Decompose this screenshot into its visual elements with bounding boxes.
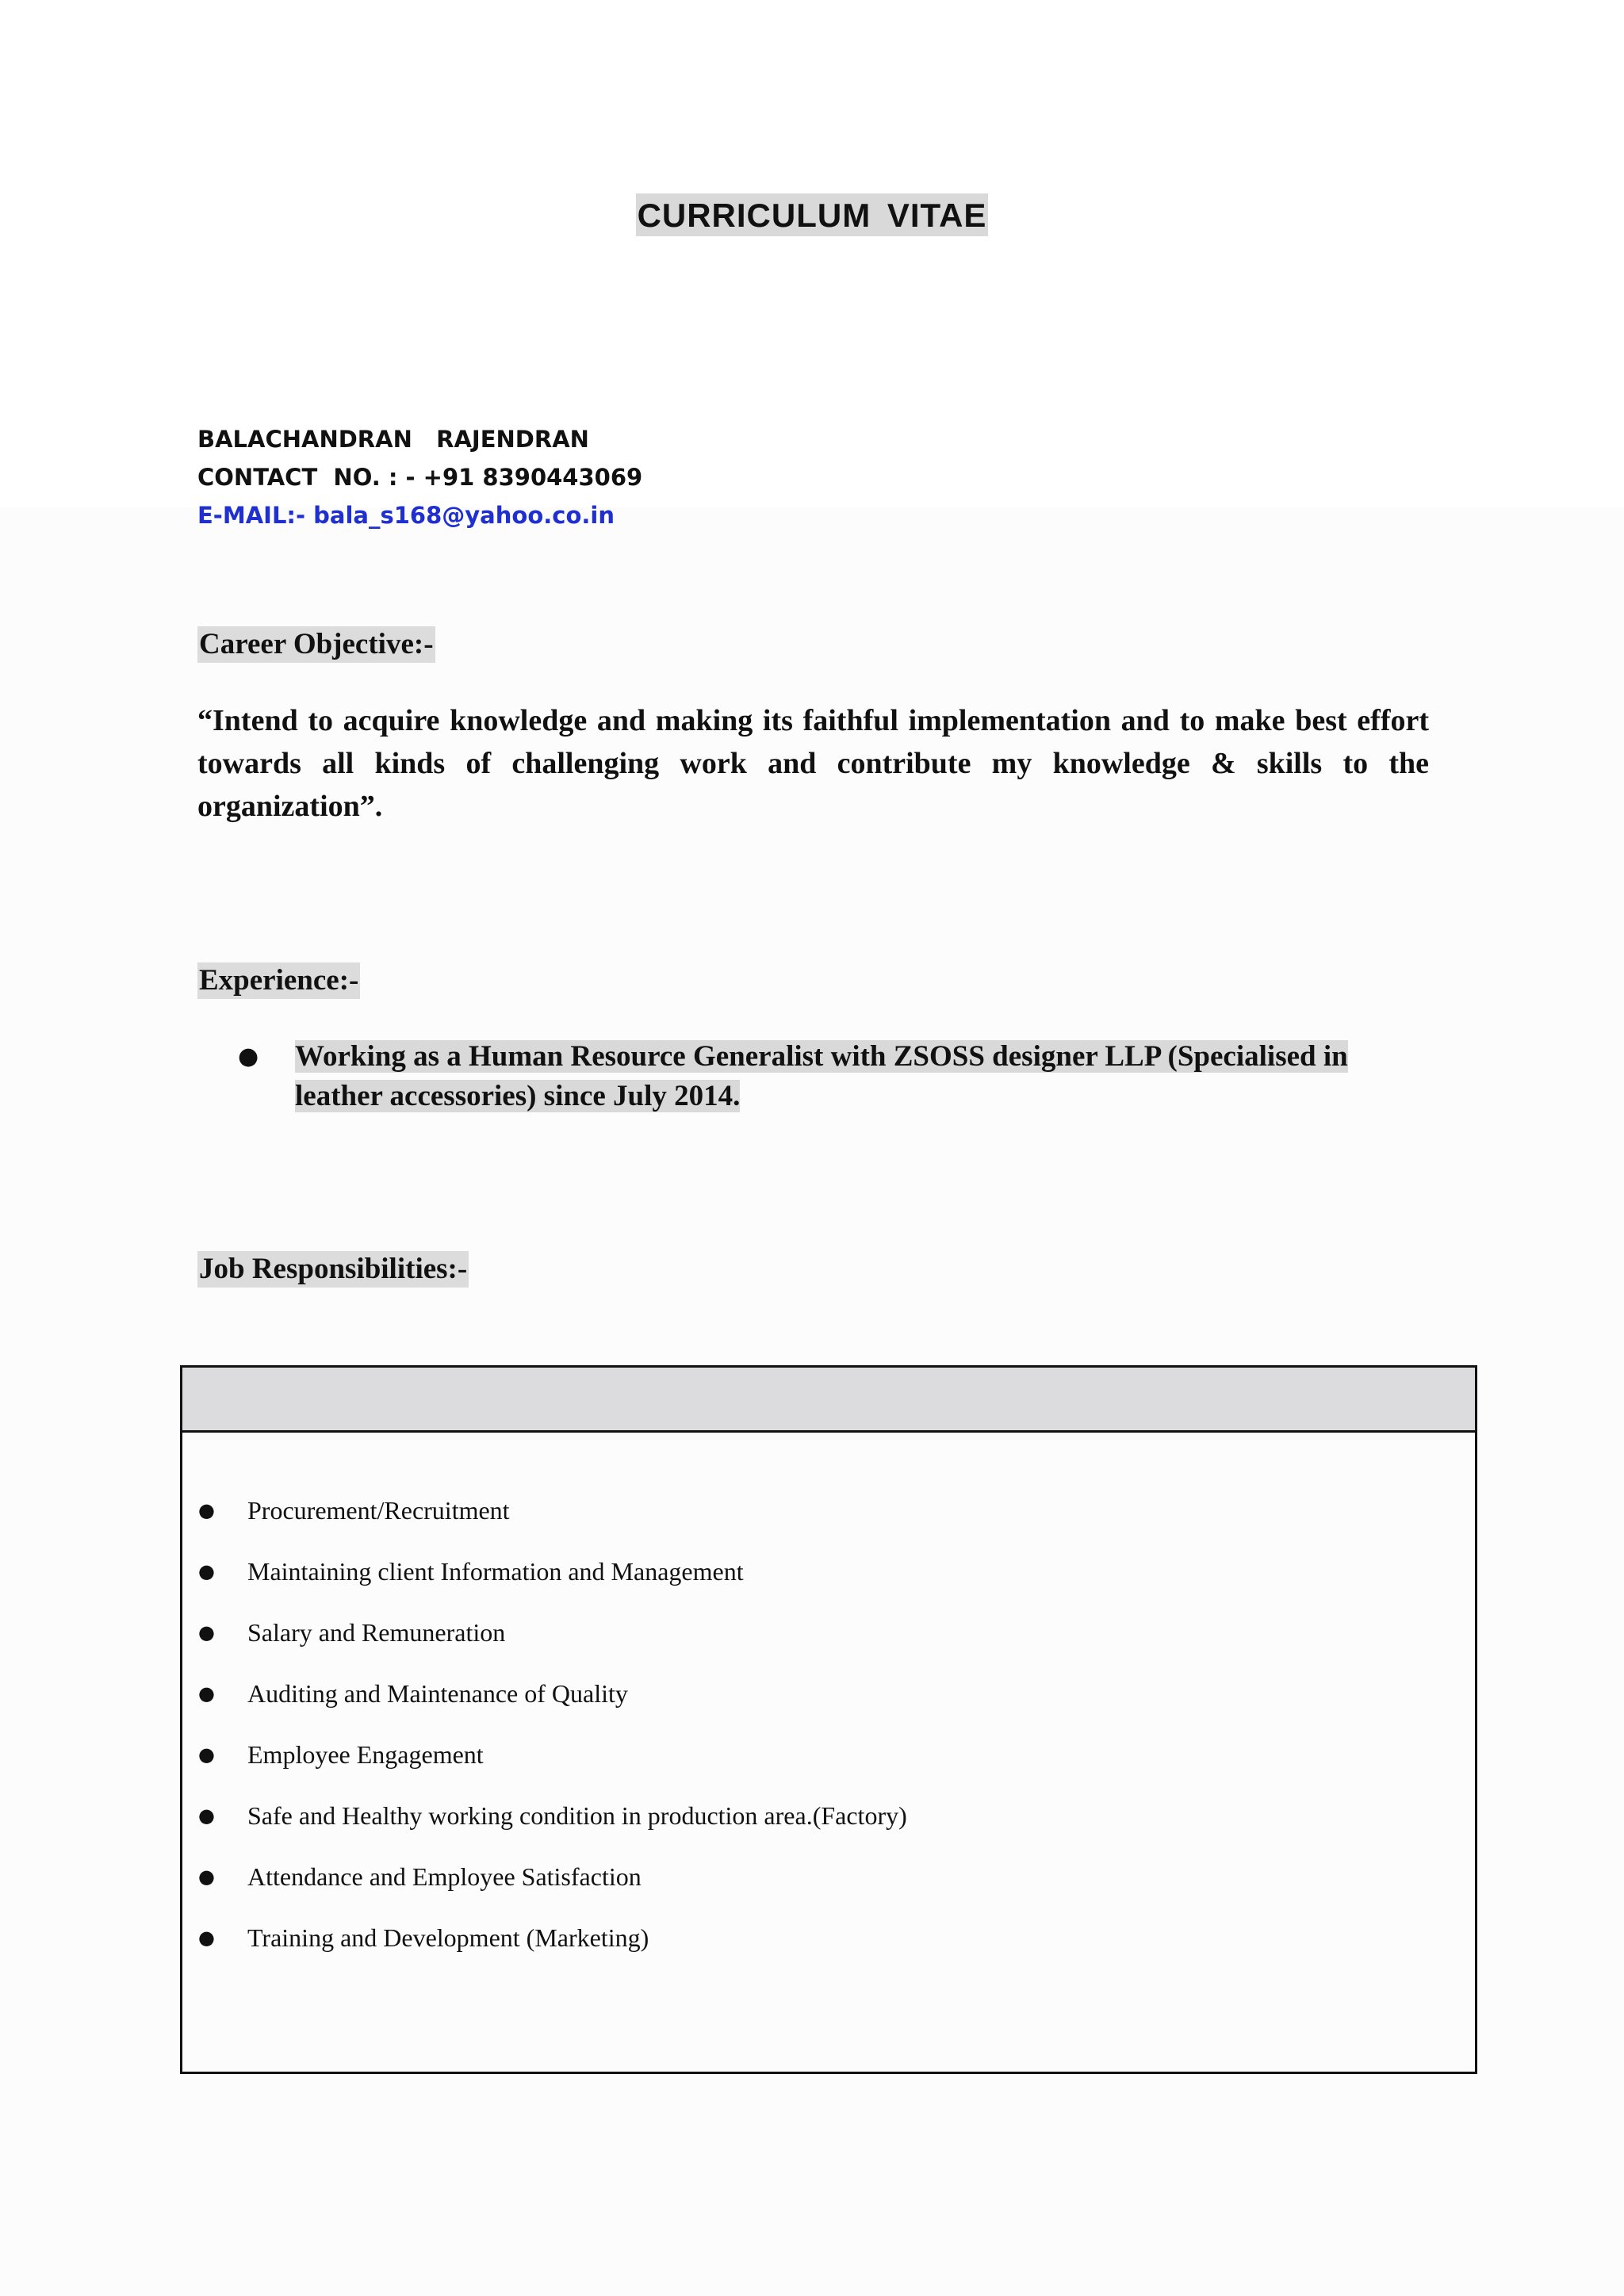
list-item-text: Salary and Remuneration — [247, 1618, 506, 1647]
list-item-text: Safe and Healthy working condition in production area.(Factory) — [247, 1801, 907, 1830]
responsibilities-list — [198, 1494, 907, 1983]
list-item-text: Training and Development (Marketing) — [247, 1923, 649, 1952]
career-objective-text: “Intend to acquire knowledge and making its faithful implementation and to make best effort towards all kinds of challenging work and contribute my knowledge & skills to the organization”. — [197, 704, 1429, 823]
title-container — [0, 193, 1624, 236]
experience-item-highlight: Working as a Human Resource Generalist with ZSOSS designer LLP (Specialised in leather accessories) since July 2014. — [295, 1040, 1348, 1112]
email-address[interactable]: E-MAIL:- bala_s168@yahoo.co.in — [197, 502, 615, 529]
list-item-text: Procurement/Recruitment — [247, 1496, 510, 1525]
bullet-icon: ● — [238, 1043, 259, 1070]
responsibilities-box — [180, 1365, 1477, 2074]
list-item — [198, 1556, 907, 1617]
list-item — [198, 1800, 907, 1861]
document-title: CURRICULUM VITAE — [636, 193, 989, 236]
bullet-icon: ● — [198, 1927, 215, 1949]
list-item-text: Auditing and Maintenance of Quality — [247, 1679, 628, 1708]
list-item-text: Attendance and Employee Satisfaction — [247, 1862, 642, 1891]
list-item — [198, 1494, 907, 1556]
responsibilities-box-header — [182, 1368, 1475, 1433]
bullet-icon: ● — [198, 1621, 215, 1644]
bullet-icon: ● — [198, 1743, 215, 1766]
contact-number: CONTACT NO. : - +91 8390443069 — [197, 464, 643, 491]
list-item — [198, 1617, 907, 1678]
bullet-icon: ● — [198, 1866, 215, 1888]
bullet-icon: ● — [198, 1804, 215, 1827]
contact-block — [197, 420, 642, 534]
list-item — [198, 1678, 907, 1739]
experience-item — [238, 1037, 1396, 1116]
candidate-name: BALACHANDRAN RAJENDRAN — [197, 426, 589, 453]
job-responsibilities-heading: Job Responsibilities:- — [197, 1251, 469, 1288]
bullet-icon: ● — [198, 1560, 215, 1582]
experience-item-text — [295, 1037, 1396, 1116]
career-objective-heading: Career Objective:- — [197, 626, 435, 663]
bullet-icon: ● — [198, 1682, 215, 1705]
list-item — [198, 1922, 907, 1983]
list-item-text: Employee Engagement — [247, 1740, 484, 1769]
list-item — [198, 1739, 907, 1800]
experience-heading: Experience:- — [197, 962, 360, 999]
list-item-text: Maintaining client Information and Management — [247, 1557, 744, 1586]
list-item — [198, 1861, 907, 1922]
bullet-icon: ● — [198, 1499, 215, 1521]
experience-list — [238, 1037, 1396, 1116]
